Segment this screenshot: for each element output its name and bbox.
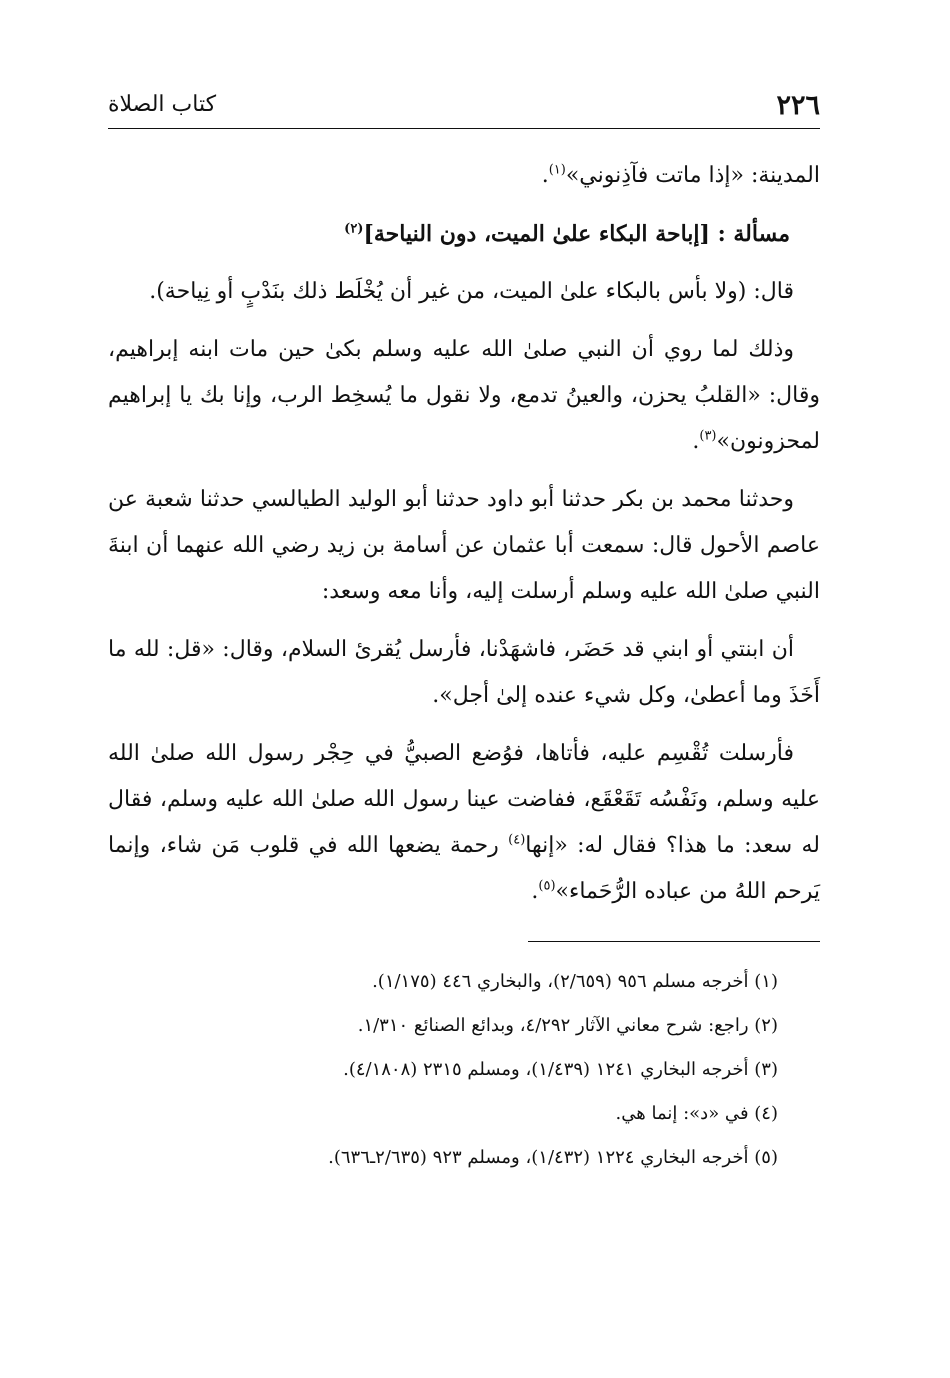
footnote-divider xyxy=(528,941,820,942)
paragraph-4: وحدثنا محمد بن بكر حدثنا أبو داود حدثنا أبو الوليد الطيالسي حدثنا شعبة عن عاصم الأحول قال: سمعت أبا عثمان عن أسامة بن زيد رضي الله عنهما أن ابنةَ النبي صلىٰ الله عليه وسلم أرسلت إليه، وأنا معه وسعد: xyxy=(108,487,820,604)
paragraph-1-end: . xyxy=(541,163,549,188)
paragraph-2: قال: (ولا بأس بالبكاء علىٰ الميت، من غير أن يُخْلَط ذلك بنَدْبٍ أو نِياحة). xyxy=(149,279,794,304)
paragraph-3-text: وذلك لما روي أن النبي صلىٰ الله عليه وسلم بكىٰ حين مات ابنه إبراهيم، وقال: «القلبُ يحزن، والعينُ تدمع، ولا نقول ما يُسخِط الرب، وإنا بك يا إبراهيم لمحزونون» xyxy=(108,337,820,454)
running-title: كتاب الصلاة xyxy=(108,92,217,117)
paragraph-6-end: . xyxy=(531,879,539,904)
section-heading xyxy=(108,211,820,257)
footnote-ref-5: (٥) xyxy=(538,878,556,894)
footnote-ref-3: (٣) xyxy=(699,428,717,444)
paragraph-3-end: . xyxy=(692,429,700,454)
page-number: ٢٢٦ xyxy=(776,90,820,121)
paragraph-5: أن ابنتي أو ابني قد حَضَر، فاشهَدْنا، فأرسل يُقرئ السلام، وقال: «قل: لله ما أَخَذَ وما أعطىٰ، وكل شيء عنده إلىٰ أجل». xyxy=(108,637,820,708)
footnote-item: (٢) راجع: شرح معاني الآثار ٤/٢٩٢، وبدائع الصنائع ١/٣١٠. xyxy=(357,1015,778,1036)
book-page xyxy=(108,84,820,1344)
footnote-ref-2: (٢) xyxy=(344,221,364,237)
footnotes xyxy=(108,960,820,1180)
footnote-item: (٣) أخرجه البخاري ١٢٤١ (١/٤٣٩)، ومسلم ٢٣١٥ (٤/١٨٠٨). xyxy=(343,1059,778,1080)
footnote-item: (٤) في «د»: إنما هي. xyxy=(615,1103,778,1124)
paragraph-6-text-a: فأرسلت تُقْسِم عليه، فأتاها، فوُضع الصبيُّ في حِجْر رسول الله صلىٰ الله عليه وسلم، ونَفْسُه تَقَعْقَع، ففاضت عينا رسول الله صلىٰ الله عليه وسلم، فقال له سعد: ما هذا؟ فقال له: «إنها xyxy=(108,741,821,858)
paragraph-1 xyxy=(108,153,820,199)
paragraph-6 xyxy=(108,731,820,915)
footnote-item: (١) أخرجه مسلم ٩٥٦ (٢/٦٥٩)، والبخاري ٤٤٦ (١/١٧٥). xyxy=(372,971,778,992)
page-header xyxy=(108,84,820,129)
footnote-ref-1: (١) xyxy=(548,162,566,178)
paragraph-6-text-b: رحمة يضعها الله في قلوب مَن شاء، وإنما يَرحم اللهُ من عباده الرُّحَماء» xyxy=(108,833,820,904)
section-heading-text: مسألة : [إباحة البكاء علىٰ الميت، دون النياحة] xyxy=(363,221,790,247)
footnote-ref-4: (٤) xyxy=(508,832,526,848)
main-text xyxy=(108,153,820,915)
footnote-item: (٥) أخرجه البخاري ١٢٢٤ (١/٤٣٢)، ومسلم ٩٢٣ (٢/٦٣٥ـ٦٣٦). xyxy=(328,1147,778,1168)
paragraph-3 xyxy=(108,327,820,465)
paragraph-1-text: المدينة: «إذا ماتت فآذِنوني» xyxy=(565,163,820,188)
